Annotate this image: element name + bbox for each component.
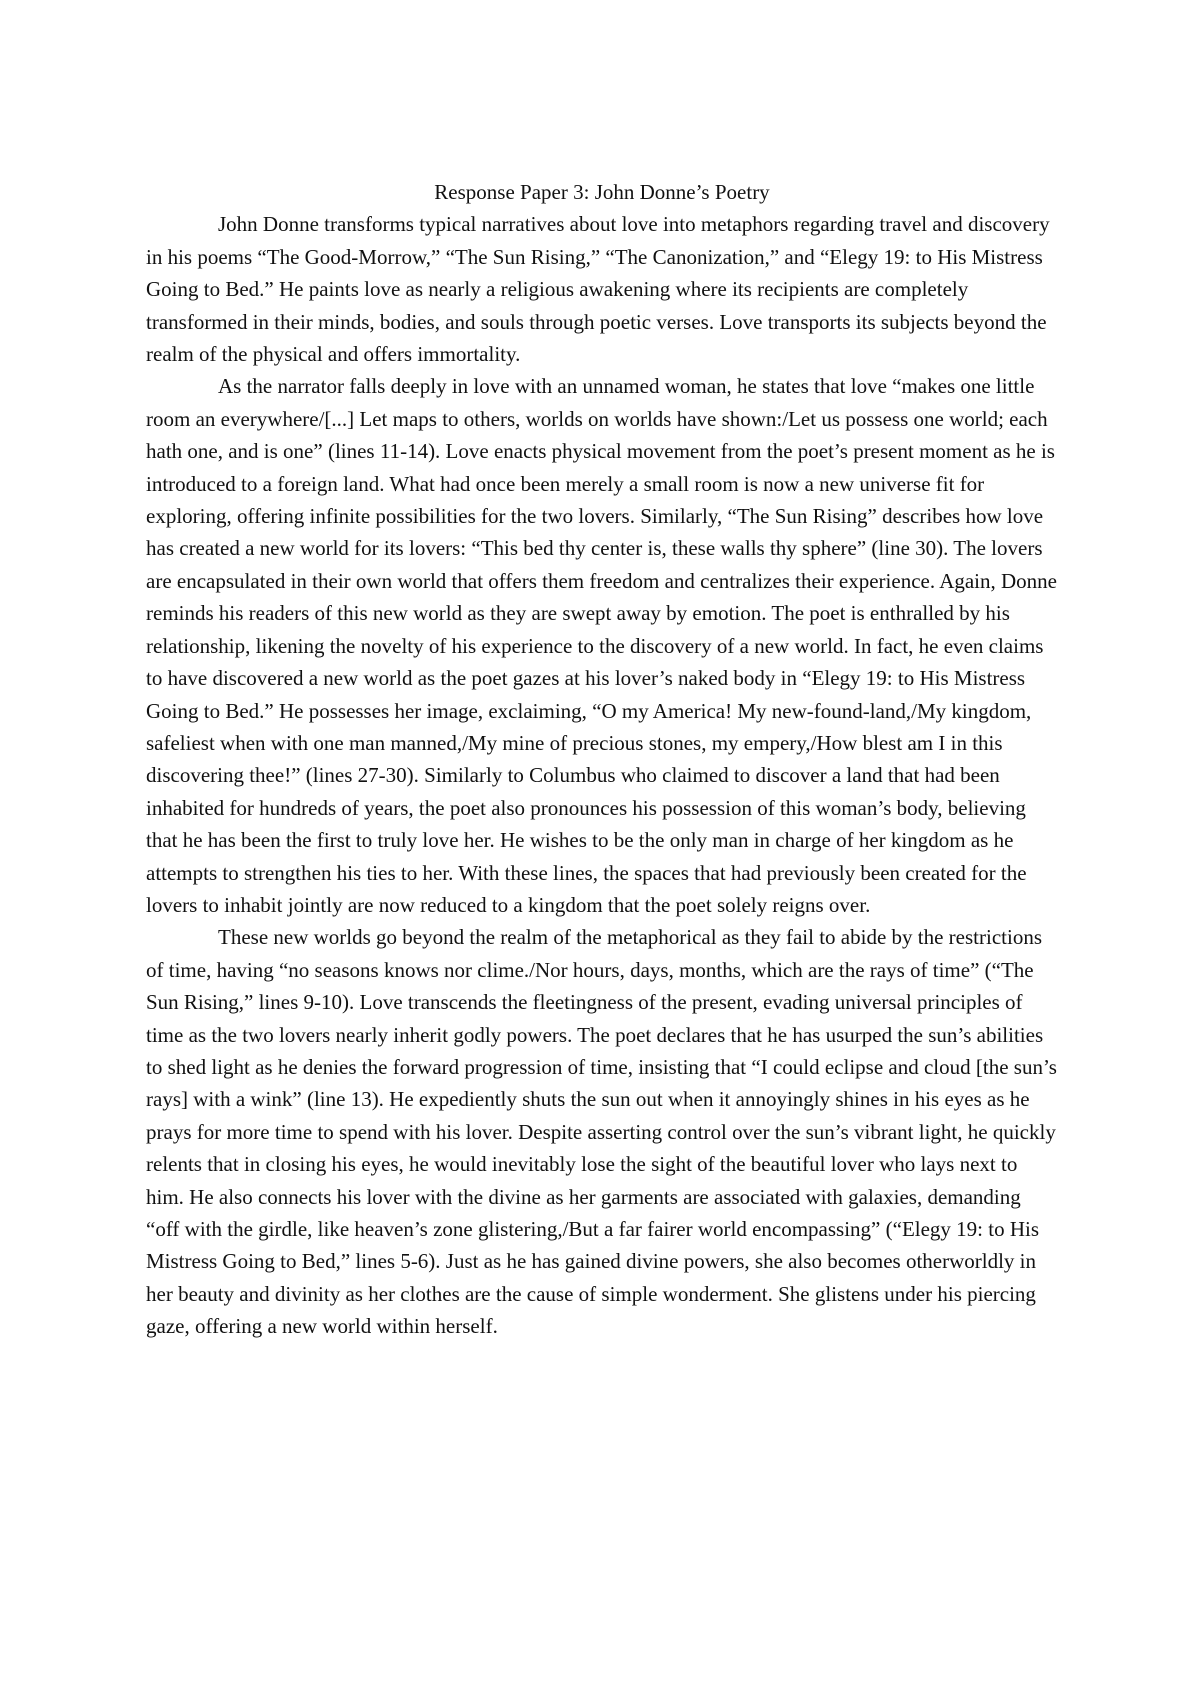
page-title: Response Paper 3: John Donne’s Poetry <box>434 180 770 204</box>
paragraph-new-world: As the narrator falls deeply in love with an unnamed woman, he states that love “makes one little room an everywhere/[...] Let maps to others, worlds on worlds have shown:/Let us possess one world; each hath one, and is one” (lines 11-14). Love enacts physical movement from the poet’s present moment as he is introduced to a foreign land. What had once been merely a small room is now a new universe fit for exploring, offering infinite possibilities for the two lovers. Similarly, “The Sun Rising” describes how love has created a new world for its lovers: “This bed thy center is, these walls thy sphere” (line 30). The lovers are encapsulated in their own world that offers them freedom and centralizes their experience. Again, Donne reminds his readers of this new world as they are swept away by emotion. The poet is enthralled by his relationship, likening the novelty of his experience to the discovery of a new world. In fact, he even claims to have discovered a new world as the poet gazes at his lover’s naked body in “Elegy 19: to His Mistress Going to Bed.” He possesses her image, exclaiming, “O my America! My new-found-land,/My kingdom, safeliest when with one man manned,/My mine of precious stones, my empery,/How blest am I in this discovering thee!” (lines 27-30). Similarly to Columbus who claimed to discover a land that had been inhabited for hundreds of years, the poet also pronounces his possession of this woman’s body, believing that he has been the first to truly love her. He wishes to be the only man in charge of her kingdom as he attempts to strengthen his ties to her. With these lines, the spaces that had previously been created for the lovers to inhabit jointly are now reduced to a kingdom that the poet solely reigns over. <box>146 374 1057 917</box>
paragraph-intro: John Donne transforms typical narratives about love into metaphors regarding travel and discovery in his poems “The Good-Morrow,” “The Sun Rising,” “The Canonization,” and “Elegy 19: to His Mistress Going to Bed.” He paints love as nearly a religious awakening where its recipients are completely transformed in their minds, bodies, and souls through poetic verses. Love transports its subjects beyond the realm of the physical and offers immortality. <box>146 212 1050 367</box>
document-body <box>146 176 1058 1343</box>
paragraph-time: These new worlds go beyond the realm of the metaphorical as they fail to abide by the restrictions of time, having “no seasons knows nor clime./Nor hours, days, months, which are the rays of time” (“The Sun Rising,” lines 9-10). Love transcends the fleetingness of the present, evading universal principles of time as the two lovers nearly inherit godly powers. The poet declares that he has usurped the sun’s abilities to shed light as he denies the forward progression of time, insisting that “I could eclipse and cloud [the sun’s rays] with a wink” (line 13). He expediently shuts the sun out when it annoyingly shines in his eyes as he prays for more time to spend with his lover. Despite asserting control over the sun’s vibrant light, he quickly relents that in closing his eyes, he would inevitably lose the sight of the beautiful lover who lays next to him. He also connects his lover with the divine as her garments are associated with galaxies, demanding “off with the girdle, like heaven’s zone glistering,/But a far fairer world encompassing” (“Elegy 19: to His Mistress Going to Bed,” lines 5-6). Just as he has gained divine powers, she also becomes otherworldly in her beauty and divinity as her clothes are the cause of simple wonderment. She glistens under his piercing gaze, offering a new world within herself. <box>146 925 1057 1339</box>
